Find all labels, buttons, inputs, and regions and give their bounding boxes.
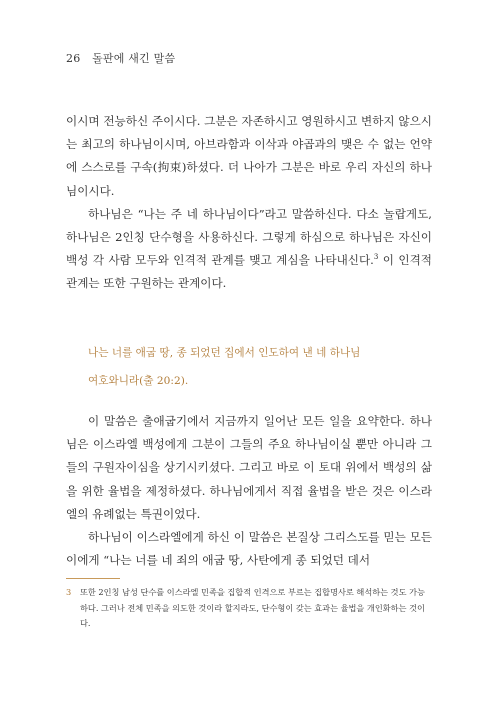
footnote — [66, 585, 432, 632]
quote-line: 여호와니라(출 20:2). — [88, 375, 189, 387]
scripture-quote — [88, 339, 418, 395]
main-text-top — [66, 110, 432, 296]
footnote-reference[interactable]: 3 — [373, 253, 379, 262]
paragraph-text-tail: 이 인격적 관계는 또한 구원하는 관계이다. — [66, 253, 432, 291]
running-header — [66, 50, 175, 66]
main-text-bottom — [66, 410, 432, 572]
footnote-text: 또한 2인칭 남성 단수를 이스라엘 민족을 집합적 인격으로 부르는 집합명사로 해석하는 것도 가능하다. 그러나 전체 민족을 의도한 것이라 할지라도, 단수형이 갖는 효과는 율법을 개인화하는 것이다. — [80, 587, 425, 628]
paragraph: 하나님이 이스라엘에게 하신 이 말씀은 본질상 그리스도를 믿는 모든 이에게 “나는 너를 네 죄의 애굽 땅, 사탄에게 종 되었던 데서 — [66, 530, 432, 568]
paragraph: 이시며 전능하신 주이시다. 그분은 자존하시고 영원하시고 변하지 않으시는 최고의 하나님이시며, 아브라함과 이삭과 야곱과의 맺은 수 없는 언약에 스스로를 구속(拘束)하셨다. 더 나아가 그분은 바로 우리 자신의 하나님이시다. — [66, 114, 432, 198]
quote-line: 나는 너를 애굽 땅, 종 되었던 집에서 인도하여 낸 네 하나님 — [88, 347, 361, 359]
footnote-number: 3 — [66, 587, 72, 597]
paragraph-text: 하나님은 “나는 주 네 하나님이다”라고 말씀하신다. 다소 놀랍게도, 하나님은 2인칭 단수형을 사용하신다. 그렇게 하심으로 하나님은 자신이 백성 각 사람 모두와 인격적 관계를 맺고 계심을 나타내신다. — [66, 206, 432, 268]
running-title: 돌판에 새긴 말씀 — [92, 52, 176, 65]
paragraph — [66, 203, 432, 296]
page-number: 26 — [66, 52, 81, 65]
footnote-divider — [66, 578, 120, 579]
paragraph: 이 말씀은 출애굽기에서 지금까지 일어난 모든 일을 요약한다. 하나님은 이스라엘 백성에게 그분이 그들의 주요 하나님이실 뿐만 아니라 그들의 구원자이심을 상기시키셨다. 그리고 바로 이 토대 위에서 백성의 삶을 위한 율법을 제정하셨다. 하나님에게서 직접 율법을 받은 것은 이스라엘의 유례없는 특권이었다. — [66, 414, 432, 521]
